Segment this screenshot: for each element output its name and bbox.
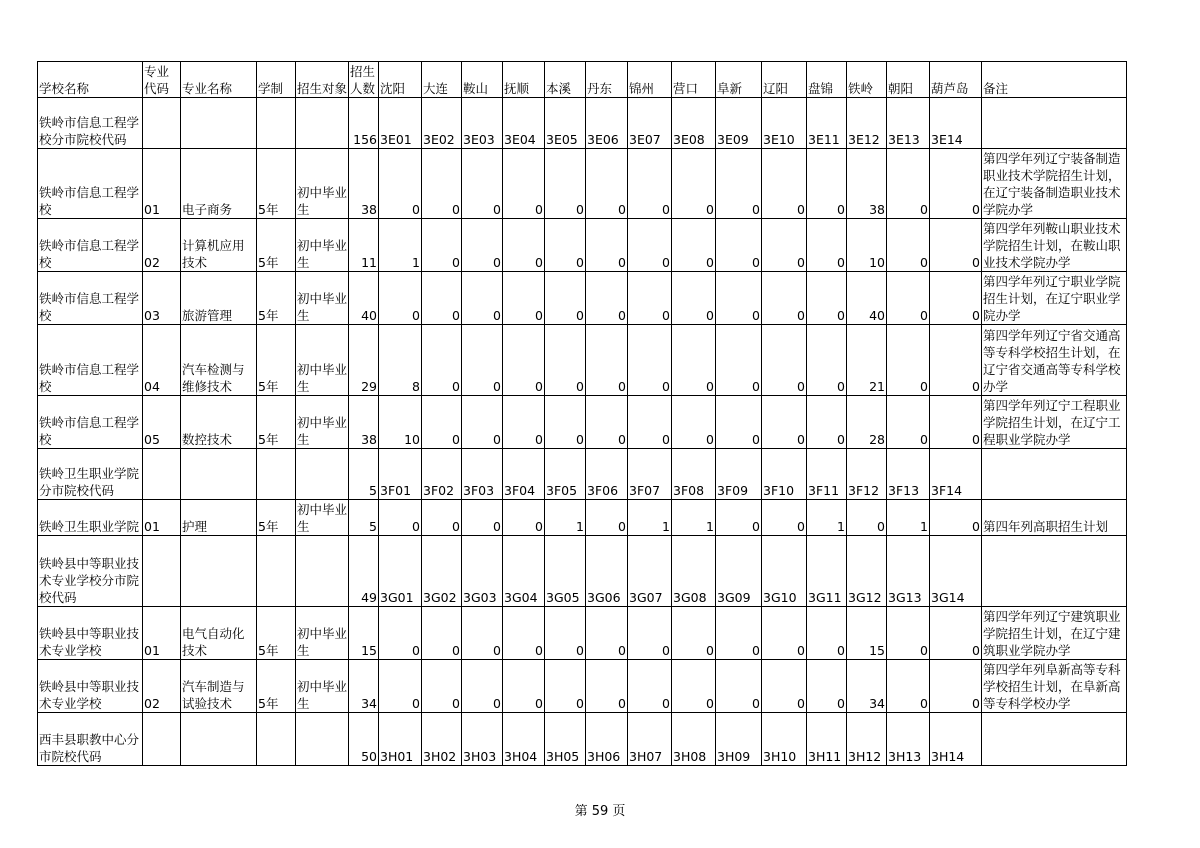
district-count-cell: 1 <box>628 500 672 536</box>
district-code-cell: 3H09 <box>716 713 762 766</box>
note-cell: 第四学年列辽宁省交通高等专科学校招生计划，在辽宁省交通高等专科学校办学 <box>982 325 1127 396</box>
district-code-cell: 3G04 <box>503 536 545 607</box>
district-count-cell: 0 <box>422 149 462 219</box>
district-count-cell: 21 <box>847 325 887 396</box>
district-count-cell: 0 <box>716 396 762 449</box>
district-count-cell: 0 <box>716 219 762 272</box>
district-count-cell: 0 <box>930 607 982 660</box>
enrollment-table <box>37 61 1127 766</box>
district-count-cell: 0 <box>930 500 982 536</box>
district-code-cell: 3E06 <box>586 98 628 149</box>
note-cell <box>982 98 1127 149</box>
district-count-cell: 0 <box>762 149 807 219</box>
total-cell: 5 <box>349 500 379 536</box>
district-count-cell: 0 <box>628 325 672 396</box>
total-cell: 29 <box>349 325 379 396</box>
district-code-cell: 3G05 <box>545 536 586 607</box>
district-count-cell: 0 <box>672 660 716 713</box>
target-cell <box>296 536 349 607</box>
district-count-cell: 0 <box>887 149 930 219</box>
district-count-cell: 0 <box>379 660 422 713</box>
duration-cell: 5年 <box>257 500 296 536</box>
district-count-cell: 0 <box>586 396 628 449</box>
district-count-cell: 0 <box>930 272 982 325</box>
district-code-cell: 3H14 <box>930 713 982 766</box>
district-count-cell: 0 <box>807 272 847 325</box>
district-count-cell: 0 <box>672 219 716 272</box>
header-cell: 招生对象 <box>296 62 349 98</box>
district-count-cell: 0 <box>379 272 422 325</box>
table-row <box>38 536 1127 607</box>
district-count-cell: 0 <box>586 325 628 396</box>
district-count-cell: 0 <box>628 219 672 272</box>
district-code-cell: 3G08 <box>672 536 716 607</box>
major-code-cell: 01 <box>143 607 181 660</box>
district-code-cell: 3H07 <box>628 713 672 766</box>
total-cell: 5 <box>349 449 379 500</box>
district-code-cell: 3E14 <box>930 98 982 149</box>
district-count-cell: 0 <box>930 219 982 272</box>
district-count-cell: 0 <box>807 325 847 396</box>
district-count-cell: 0 <box>716 325 762 396</box>
duration-cell <box>257 98 296 149</box>
district-code-cell: 3G01 <box>379 536 422 607</box>
district-code-cell: 3F13 <box>887 449 930 500</box>
district-count-cell: 0 <box>545 325 586 396</box>
district-count-cell: 28 <box>847 396 887 449</box>
header-cell: 专业名称 <box>181 62 257 98</box>
major-code-cell <box>143 713 181 766</box>
district-count-cell: 0 <box>462 500 503 536</box>
district-code-cell: 3F01 <box>379 449 422 500</box>
total-cell: 34 <box>349 660 379 713</box>
district-count-cell: 0 <box>887 325 930 396</box>
district-count-cell: 0 <box>628 149 672 219</box>
header-cell: 葫芦岛 <box>930 62 982 98</box>
major-code-cell: 02 <box>143 660 181 713</box>
target-cell <box>296 98 349 149</box>
district-count-cell: 0 <box>503 325 545 396</box>
district-code-cell: 3F05 <box>545 449 586 500</box>
total-cell: 49 <box>349 536 379 607</box>
district-count-cell: 0 <box>462 607 503 660</box>
duration-cell: 5年 <box>257 396 296 449</box>
district-count-cell: 0 <box>847 500 887 536</box>
major-code-cell: 01 <box>143 500 181 536</box>
table-row <box>38 660 1127 713</box>
district-code-cell: 3H02 <box>422 713 462 766</box>
district-code-cell: 3H03 <box>462 713 503 766</box>
district-code-cell: 3F09 <box>716 449 762 500</box>
table-row <box>38 396 1127 449</box>
district-count-cell: 38 <box>847 149 887 219</box>
district-count-cell: 0 <box>887 396 930 449</box>
district-count-cell: 0 <box>762 500 807 536</box>
major-code-cell <box>143 449 181 500</box>
district-code-cell: 3E09 <box>716 98 762 149</box>
district-code-cell: 3E07 <box>628 98 672 149</box>
district-count-cell: 0 <box>762 325 807 396</box>
district-count-cell: 0 <box>887 219 930 272</box>
note-cell: 第四学年列辽宁职业学院招生计划，在辽宁职业学院办学 <box>982 272 1127 325</box>
header-cell: 本溪 <box>545 62 586 98</box>
district-count-cell: 0 <box>807 219 847 272</box>
school-name-cell: 铁岭市信息工程学校 <box>38 149 143 219</box>
table-row <box>38 149 1127 219</box>
district-code-cell: 3F08 <box>672 449 716 500</box>
header-cell: 沈阳 <box>379 62 422 98</box>
major-name-cell <box>181 449 257 500</box>
district-count-cell: 0 <box>807 607 847 660</box>
district-code-cell: 3E01 <box>379 98 422 149</box>
district-code-cell: 3H06 <box>586 713 628 766</box>
duration-cell: 5年 <box>257 660 296 713</box>
district-code-cell: 3G09 <box>716 536 762 607</box>
district-count-cell: 0 <box>930 149 982 219</box>
district-count-cell: 10 <box>847 219 887 272</box>
district-count-cell: 0 <box>586 500 628 536</box>
total-cell: 15 <box>349 607 379 660</box>
district-count-cell: 0 <box>503 149 545 219</box>
district-code-cell: 3G03 <box>462 536 503 607</box>
district-count-cell: 0 <box>379 607 422 660</box>
district-code-cell: 3F14 <box>930 449 982 500</box>
district-count-cell: 0 <box>462 396 503 449</box>
district-code-cell: 3H08 <box>672 713 716 766</box>
district-count-cell: 8 <box>379 325 422 396</box>
header-cell: 铁岭 <box>847 62 887 98</box>
major-name-cell: 电子商务 <box>181 149 257 219</box>
district-count-cell: 0 <box>930 396 982 449</box>
header-row <box>38 62 1127 98</box>
district-count-cell: 0 <box>379 149 422 219</box>
district-count-cell: 0 <box>422 396 462 449</box>
district-count-cell: 0 <box>503 500 545 536</box>
district-count-cell: 0 <box>672 607 716 660</box>
district-count-cell: 0 <box>422 500 462 536</box>
district-count-cell: 0 <box>628 660 672 713</box>
district-count-cell: 0 <box>586 149 628 219</box>
total-cell: 11 <box>349 219 379 272</box>
table-row <box>38 449 1127 500</box>
major-name-cell: 数控技术 <box>181 396 257 449</box>
duration-cell <box>257 449 296 500</box>
note-cell: 第四学年列辽宁工程职业学院招生计划，在辽宁工程职业学院办学 <box>982 396 1127 449</box>
school-name-cell: 西丰县职教中心分市院校代码 <box>38 713 143 766</box>
total-cell: 38 <box>349 396 379 449</box>
district-count-cell: 0 <box>422 660 462 713</box>
header-cell: 阜新 <box>716 62 762 98</box>
note-cell: 第四年列高职招生计划 <box>982 500 1127 536</box>
district-code-cell: 3E04 <box>503 98 545 149</box>
district-count-cell: 0 <box>462 149 503 219</box>
target-cell: 初中毕业生 <box>296 149 349 219</box>
school-name-cell: 铁岭市信息工程学校 <box>38 272 143 325</box>
duration-cell: 5年 <box>257 607 296 660</box>
district-count-cell: 0 <box>545 607 586 660</box>
target-cell: 初中毕业生 <box>296 325 349 396</box>
major-code-cell <box>143 536 181 607</box>
district-code-cell: 3G13 <box>887 536 930 607</box>
header-cell: 专业代码 <box>143 62 181 98</box>
district-code-cell: 3F06 <box>586 449 628 500</box>
district-count-cell: 0 <box>462 325 503 396</box>
district-count-cell: 0 <box>422 607 462 660</box>
district-count-cell: 0 <box>586 607 628 660</box>
district-count-cell: 34 <box>847 660 887 713</box>
duration-cell: 5年 <box>257 325 296 396</box>
district-code-cell: 3H11 <box>807 713 847 766</box>
note-cell: 第四学年列辽宁装备制造职业技术学院招生计划，在辽宁装备制造职业技术学院办学 <box>982 149 1127 219</box>
total-cell: 38 <box>349 149 379 219</box>
target-cell <box>296 713 349 766</box>
target-cell: 初中毕业生 <box>296 607 349 660</box>
major-code-cell: 02 <box>143 219 181 272</box>
major-name-cell: 旅游管理 <box>181 272 257 325</box>
target-cell: 初中毕业生 <box>296 500 349 536</box>
district-code-cell: 3H01 <box>379 713 422 766</box>
district-count-cell: 0 <box>762 607 807 660</box>
duration-cell: 5年 <box>257 149 296 219</box>
district-code-cell: 3G11 <box>807 536 847 607</box>
district-count-cell: 0 <box>586 660 628 713</box>
district-count-cell: 1 <box>887 500 930 536</box>
district-count-cell: 0 <box>422 219 462 272</box>
district-count-cell: 0 <box>628 396 672 449</box>
district-count-cell: 1 <box>807 500 847 536</box>
district-code-cell: 3G14 <box>930 536 982 607</box>
major-code-cell: 03 <box>143 272 181 325</box>
school-name-cell: 铁岭市信息工程学校 <box>38 325 143 396</box>
major-code-cell <box>143 98 181 149</box>
note-cell <box>982 536 1127 607</box>
table-row <box>38 98 1127 149</box>
district-count-cell: 0 <box>422 272 462 325</box>
district-count-cell: 0 <box>716 272 762 325</box>
district-code-cell: 3F11 <box>807 449 847 500</box>
major-name-cell <box>181 98 257 149</box>
district-count-cell: 0 <box>422 325 462 396</box>
district-count-cell: 0 <box>586 219 628 272</box>
header-cell: 丹东 <box>586 62 628 98</box>
district-count-cell: 0 <box>887 272 930 325</box>
duration-cell: 5年 <box>257 219 296 272</box>
district-count-cell: 0 <box>807 660 847 713</box>
district-code-cell: 3G06 <box>586 536 628 607</box>
district-count-cell: 0 <box>379 500 422 536</box>
district-count-cell: 0 <box>807 149 847 219</box>
header-cell: 朝阳 <box>887 62 930 98</box>
district-count-cell: 0 <box>716 500 762 536</box>
school-name-cell: 铁岭县中等职业技术专业学校 <box>38 607 143 660</box>
district-count-cell: 0 <box>672 149 716 219</box>
district-count-cell: 0 <box>716 607 762 660</box>
major-name-cell <box>181 713 257 766</box>
district-count-cell: 0 <box>672 325 716 396</box>
district-count-cell: 15 <box>847 607 887 660</box>
target-cell: 初中毕业生 <box>296 219 349 272</box>
district-count-cell: 0 <box>545 660 586 713</box>
major-name-cell <box>181 536 257 607</box>
note-cell <box>982 449 1127 500</box>
school-name-cell: 铁岭市信息工程学校 <box>38 219 143 272</box>
table-row <box>38 607 1127 660</box>
table-row <box>38 325 1127 396</box>
note-cell: 第四学年列鞍山职业技术学院招生计划，在鞍山职业技术学院办学 <box>982 219 1127 272</box>
header-cell: 抚顺 <box>503 62 545 98</box>
note-cell: 第四学年列辽宁建筑职业学院招生计划，在辽宁建筑职业学院办学 <box>982 607 1127 660</box>
district-count-cell: 0 <box>716 149 762 219</box>
header-cell: 锦州 <box>628 62 672 98</box>
major-name-cell: 护理 <box>181 500 257 536</box>
header-cell: 营口 <box>672 62 716 98</box>
district-count-cell: 0 <box>503 607 545 660</box>
header-cell: 招生人数 <box>349 62 379 98</box>
header-cell: 辽阳 <box>762 62 807 98</box>
district-count-cell: 1 <box>545 500 586 536</box>
note-cell <box>982 713 1127 766</box>
district-count-cell: 0 <box>545 149 586 219</box>
target-cell: 初中毕业生 <box>296 272 349 325</box>
major-name-cell: 汽车制造与试验技术 <box>181 660 257 713</box>
district-code-cell: 3E13 <box>887 98 930 149</box>
district-count-cell: 0 <box>762 219 807 272</box>
major-code-cell: 04 <box>143 325 181 396</box>
district-code-cell: 3H04 <box>503 713 545 766</box>
header-cell: 盘锦 <box>807 62 847 98</box>
district-code-cell: 3E11 <box>807 98 847 149</box>
district-count-cell: 10 <box>379 396 422 449</box>
total-cell: 40 <box>349 272 379 325</box>
school-name-cell: 铁岭市信息工程学校 <box>38 396 143 449</box>
target-cell: 初中毕业生 <box>296 396 349 449</box>
district-code-cell: 3F04 <box>503 449 545 500</box>
district-code-cell: 3G10 <box>762 536 807 607</box>
district-code-cell: 3G02 <box>422 536 462 607</box>
district-count-cell: 0 <box>716 660 762 713</box>
note-cell: 第四学年列阜新高等专科学校招生计划，在阜新高等专科学校办学 <box>982 660 1127 713</box>
district-count-cell: 0 <box>545 396 586 449</box>
school-name-cell: 铁岭县中等职业技术专业学校分市院校代码 <box>38 536 143 607</box>
header-cell: 鞍山 <box>462 62 503 98</box>
district-code-cell: 3H05 <box>545 713 586 766</box>
duration-cell: 5年 <box>257 272 296 325</box>
district-count-cell: 1 <box>672 500 716 536</box>
district-code-cell: 3H13 <box>887 713 930 766</box>
district-count-cell: 0 <box>503 272 545 325</box>
district-code-cell: 3F07 <box>628 449 672 500</box>
duration-cell <box>257 713 296 766</box>
district-count-cell: 0 <box>628 272 672 325</box>
district-code-cell: 3E02 <box>422 98 462 149</box>
district-count-cell: 40 <box>847 272 887 325</box>
district-count-cell: 0 <box>762 272 807 325</box>
district-code-cell: 3F02 <box>422 449 462 500</box>
district-code-cell: 3G12 <box>847 536 887 607</box>
district-count-cell: 0 <box>503 660 545 713</box>
table-row <box>38 713 1127 766</box>
total-cell: 156 <box>349 98 379 149</box>
district-count-cell: 0 <box>807 396 847 449</box>
district-count-cell: 0 <box>887 660 930 713</box>
district-count-cell: 0 <box>887 607 930 660</box>
district-count-cell: 0 <box>672 396 716 449</box>
district-code-cell: 3G07 <box>628 536 672 607</box>
district-count-cell: 0 <box>930 325 982 396</box>
major-name-cell: 汽车检测与维修技术 <box>181 325 257 396</box>
district-count-cell: 0 <box>462 660 503 713</box>
district-count-cell: 0 <box>545 272 586 325</box>
district-count-cell: 0 <box>628 607 672 660</box>
district-code-cell: 3E10 <box>762 98 807 149</box>
district-count-cell: 0 <box>762 660 807 713</box>
school-name-cell: 铁岭卫生职业学院 <box>38 500 143 536</box>
table-row <box>38 272 1127 325</box>
table-row <box>38 219 1127 272</box>
district-count-cell: 0 <box>672 272 716 325</box>
duration-cell <box>257 536 296 607</box>
page-number: 第 59 页 <box>574 804 626 819</box>
district-count-cell: 0 <box>586 272 628 325</box>
district-count-cell: 0 <box>462 219 503 272</box>
district-code-cell: 3E03 <box>462 98 503 149</box>
table-row <box>38 500 1127 536</box>
header-cell: 大连 <box>422 62 462 98</box>
school-name-cell: 铁岭市信息工程学校分市院校代码 <box>38 98 143 149</box>
major-name-cell: 计算机应用技术 <box>181 219 257 272</box>
district-count-cell: 0 <box>462 272 503 325</box>
major-code-cell: 01 <box>143 149 181 219</box>
header-cell: 备注 <box>982 62 1127 98</box>
district-count-cell: 0 <box>762 396 807 449</box>
district-count-cell: 0 <box>545 219 586 272</box>
district-count-cell: 0 <box>930 660 982 713</box>
district-count-cell: 0 <box>503 396 545 449</box>
district-count-cell: 1 <box>379 219 422 272</box>
district-code-cell: 3E05 <box>545 98 586 149</box>
district-code-cell: 3F03 <box>462 449 503 500</box>
target-cell <box>296 449 349 500</box>
district-count-cell: 0 <box>503 219 545 272</box>
target-cell: 初中毕业生 <box>296 660 349 713</box>
major-code-cell: 05 <box>143 396 181 449</box>
header-cell: 学制 <box>257 62 296 98</box>
district-code-cell: 3E08 <box>672 98 716 149</box>
district-code-cell: 3H10 <box>762 713 807 766</box>
district-code-cell: 3F10 <box>762 449 807 500</box>
district-code-cell: 3E12 <box>847 98 887 149</box>
district-code-cell: 3H12 <box>847 713 887 766</box>
header-cell: 学校名称 <box>38 62 143 98</box>
major-name-cell: 电气自动化技术 <box>181 607 257 660</box>
district-code-cell: 3F12 <box>847 449 887 500</box>
school-name-cell: 铁岭县中等职业技术专业学校 <box>38 660 143 713</box>
school-name-cell: 铁岭卫生职业学院分市院校代码 <box>38 449 143 500</box>
total-cell: 50 <box>349 713 379 766</box>
